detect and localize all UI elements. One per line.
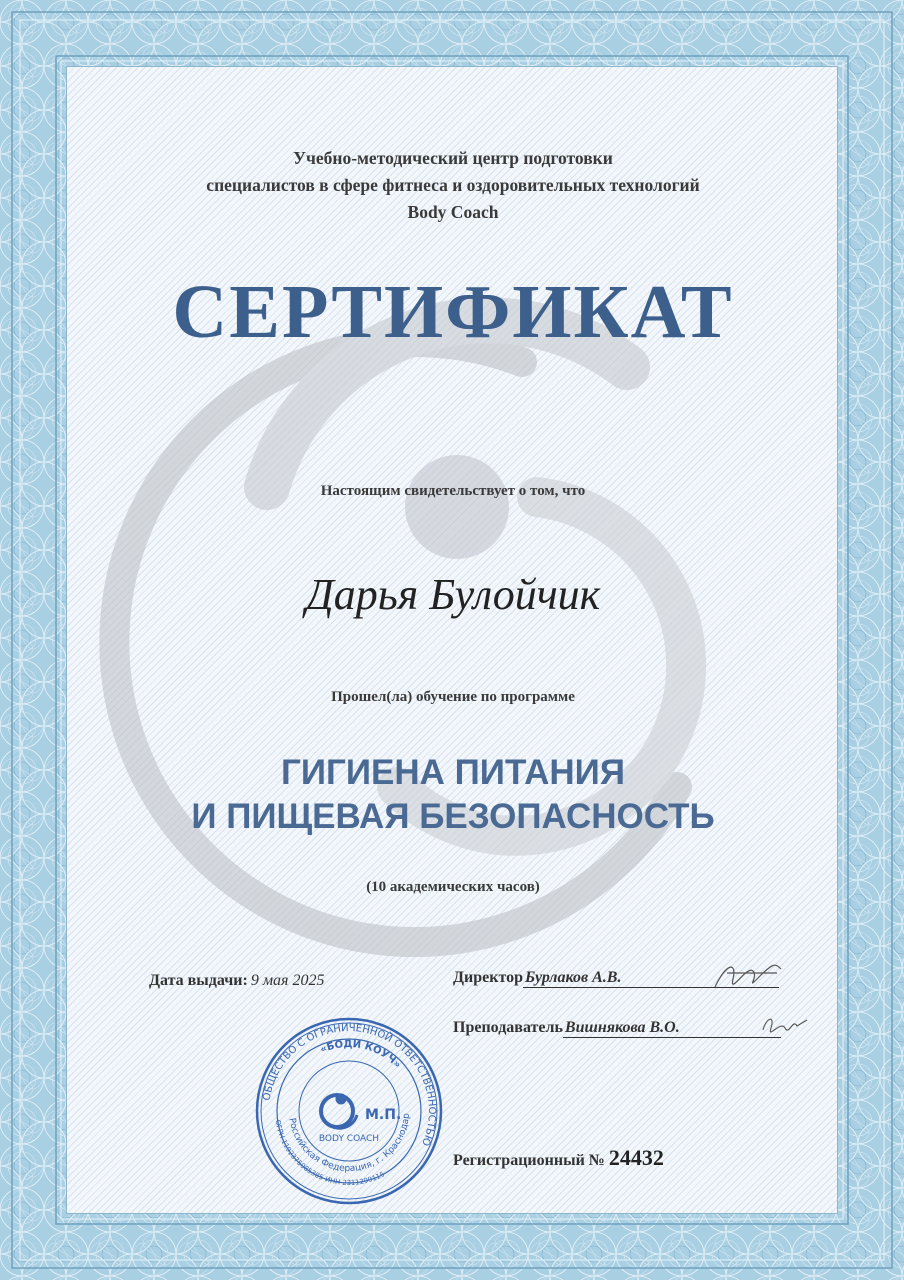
certify-text: Настоящим свидетельствует о том, что bbox=[320, 483, 586, 499]
completed-text: Прошел(ла) обучение по программе bbox=[331, 689, 575, 705]
seal-company: «БОДИ КОУЧ» bbox=[318, 1038, 403, 1071]
teacher-signature-row bbox=[453, 1019, 781, 1038]
seal-location: Российская Федерация, г. Краснодар bbox=[286, 1112, 413, 1175]
program-title bbox=[67, 751, 839, 839]
certificate-body bbox=[66, 66, 838, 1214]
issuer-line-2: специалистов в сфере фитнеса и оздоровительных технологий bbox=[206, 175, 700, 195]
teacher-label: Преподаватель bbox=[453, 1019, 563, 1036]
director-signature bbox=[707, 957, 787, 997]
hours-text: (10 академических часов) bbox=[366, 879, 540, 895]
teacher-signature bbox=[759, 1012, 811, 1040]
seal-mp: М.П. bbox=[365, 1107, 402, 1123]
program-line-2: И ПИЩЕВАЯ БЕЗОПАСНОСТЬ bbox=[191, 797, 715, 836]
issuer-line-3: Body Coach bbox=[407, 202, 499, 222]
issue-date-label: Дата выдачи: bbox=[149, 972, 248, 989]
issuer-header bbox=[67, 145, 839, 226]
teacher-name: Вишнякова В.О. bbox=[563, 1019, 781, 1038]
registration-number bbox=[453, 1145, 664, 1171]
director-name: Бурлаков А.В. bbox=[523, 969, 779, 988]
seal-logo-icon bbox=[321, 1094, 357, 1128]
company-seal bbox=[253, 1015, 445, 1207]
registration-value: 24432 bbox=[608, 1145, 664, 1170]
issue-date-value: 9 мая 2025 bbox=[250, 972, 325, 989]
certificate-title: СЕРТИФИКАТ bbox=[172, 270, 734, 354]
seal-ids: ОГРН 1192375085385 ИНН 2311299115 bbox=[273, 1119, 387, 1188]
issue-date bbox=[149, 972, 324, 990]
program-line-1: ГИГИЕНА ПИТАНИЯ bbox=[281, 753, 625, 792]
recipient-name: Дарья Булойчик bbox=[305, 570, 601, 619]
watermark-logo bbox=[67, 67, 839, 1215]
registration-label: Регистрационный № bbox=[453, 1152, 605, 1169]
seal-brand: BODY COACH bbox=[318, 1134, 380, 1144]
director-label: Директор bbox=[453, 969, 523, 986]
seal-outer-text: ОБЩЕСТВО С ОГРАНИЧЕННОЙ ОТВЕТСТВЕННОСТЬЮ bbox=[261, 1022, 438, 1148]
issuer-line-1: Учебно-методический центр подготовки bbox=[293, 148, 613, 168]
